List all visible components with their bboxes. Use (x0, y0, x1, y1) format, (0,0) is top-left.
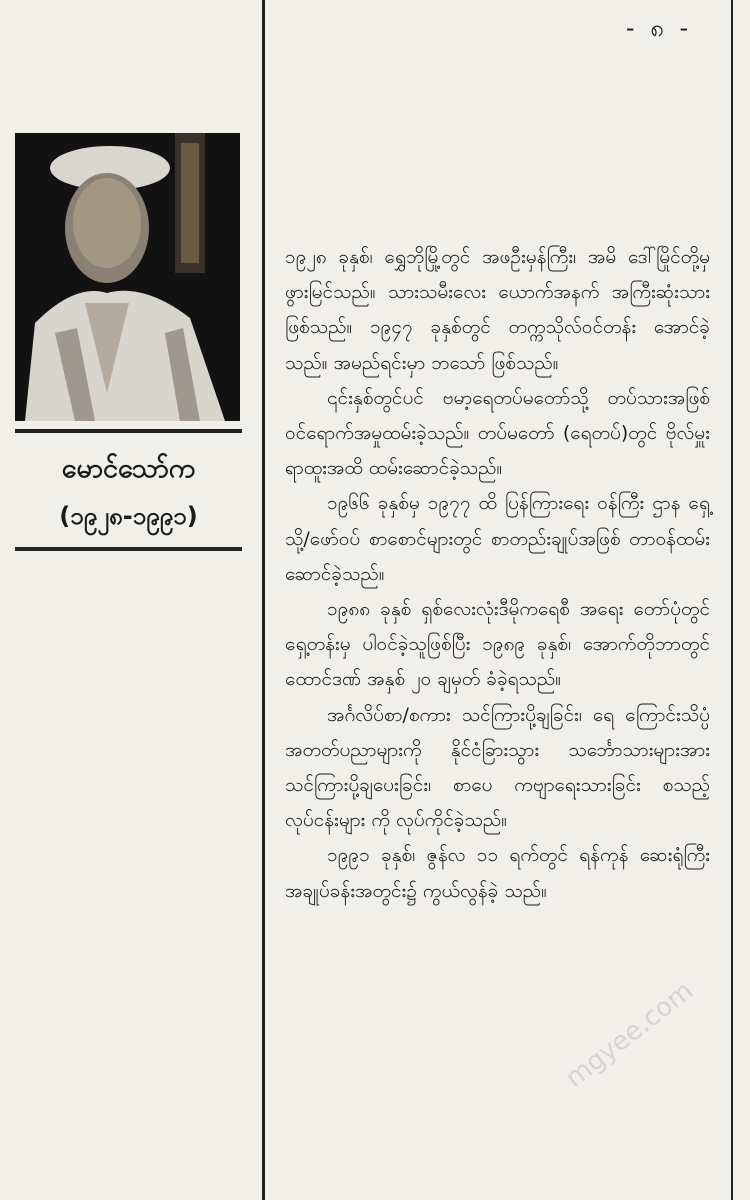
paragraph: ၁၉၂၈ ခုနှစ်၊ ရွှေဘိုမြို့တွင် အဖဦးမှန်ကြီး၊ အမိ ဒေါ်မြိုင်တို့မှ ဖွားမြင်သည်။ သားသမီးလေး ယောက်အနက် အကြီးဆုံးသား ဖြစ်သည်။ ၁၉၄၇ ခုနှစ်တွင် တက္ကသိုလ်ဝင်တန်း အောင်ခဲ့ သည်။ အမည်ရင်းမှာ ဘသော် ဖြစ်သည်။ (285, 246, 710, 374)
portrait-photo (15, 133, 240, 421)
name-rule-bottom (15, 547, 242, 551)
paragraph: ၎င်းနှစ်တွင်ပင် ဗမာ့ရေတပ်မတော်သို့ တပ်သားအဖြစ် ဝင်ရောက်အမှုထမ်းခဲ့သည်။ တပ်မတော် (ရေတပ်)တွင် ဗိုလ်မှူးရာထူးအထိ ထမ်းဆောင်ခဲ့သည်။ (285, 386, 710, 480)
right-border (731, 0, 733, 1200)
author-portrait (15, 133, 240, 421)
author-years: (၁၉၂၈-၁၉၉၁) (59, 502, 198, 530)
paragraph: ၁၉၉၁ ခုနှစ်၊ ဇွန်လ ၁၁ ရက်တွင် ရန်ကုန် ဆေးရုံကြီး အချုပ်ခန်းအတွင်း၌ ကွယ်လွန်ခဲ့ သည်။ (285, 844, 710, 902)
paragraph: ၁၉၈၈ ခုနှစ် ရှစ်လေးလုံးဒီမိုကရေစီ အရေး တော်ပုံတွင် ရှေ့တန်းမှ ပါဝင်ခဲ့သူဖြစ်ပြီး ၁၉၈၉ ခုနှစ်၊ အောက်တိုဘာတွင် ထောင်ဒဏ် အနှစ် ၂၀ ချမှတ် ခံခဲ့ရသည်။ (285, 598, 710, 691)
paragraph: ၁၉၆၆ ခုနှစ်မှ ၁၉၇၇ ထိ ပြန်ကြားရေး ဝန်ကြီး ဌာန ရှေ့သို့/ဖော်ဝပ် စာစောင်များတွင် စာတည်းချုပ်အဖြစ် တာဝန်ထမ်းဆောင်ခဲ့သည်။ (285, 492, 710, 585)
name-rule-top (15, 429, 242, 433)
column-divider (262, 0, 265, 1200)
paragraph: အင်္ဂလိပ်စာ/စကား သင်ကြားပို့ချခြင်း၊ ရေ ကြောင်းသိပ္ပံ အတတ်ပညာများကို နိုင်ငံခြားသွား သင်္ဘောသားများအား သင်ကြားပို့ချပေးခြင်း၊ စာပေ ကဗျာရေးသားခြင်း စသည့် လုပ်ငန်းများ ကို လုပ်ကိုင်ခဲ့သည်။ (285, 703, 710, 832)
page-number: - ၈ - (625, 14, 693, 42)
watermark: mgyee.com (560, 975, 700, 1094)
author-name: မောင်သော်က (61, 453, 196, 484)
